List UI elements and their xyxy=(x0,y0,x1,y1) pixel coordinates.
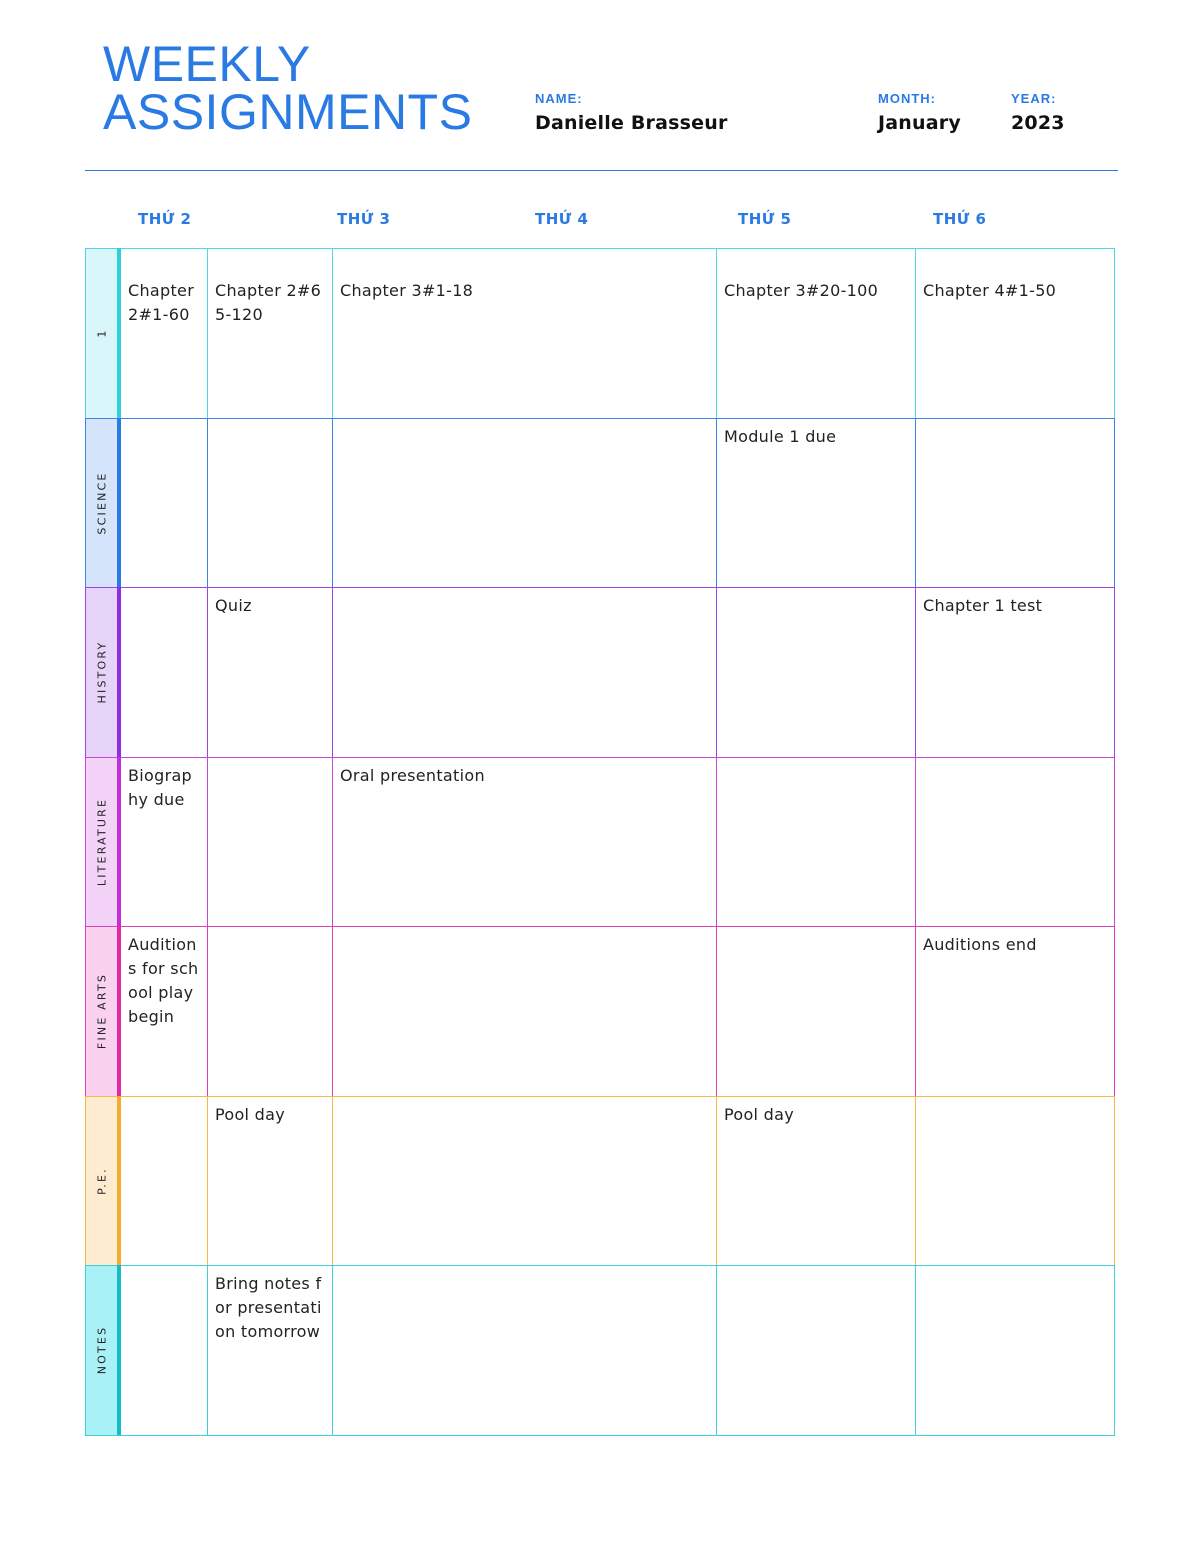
assignment-cell[interactable] xyxy=(333,1265,717,1435)
subject-label-science xyxy=(85,418,117,588)
year-value: 2023 xyxy=(1011,112,1065,134)
subject-label-text: 1 xyxy=(95,328,108,338)
assignment-cell[interactable]: Chapter 3#20-100 xyxy=(717,248,916,418)
assignment-cell[interactable]: Auditions end xyxy=(916,926,1115,1096)
assignment-cell[interactable] xyxy=(121,418,208,588)
subject-label-1 xyxy=(85,248,117,418)
assignment-cell[interactable]: Quiz xyxy=(208,587,333,757)
day-header-thu: THỨ 5 xyxy=(738,210,792,228)
day-header-tue: THỨ 3 xyxy=(337,210,391,228)
assignment-cell[interactable]: Chapter 2#1-60 xyxy=(121,248,208,418)
assignment-cell[interactable] xyxy=(916,757,1115,927)
assignment-cell[interactable] xyxy=(208,926,333,1096)
name-label: NAME: xyxy=(535,91,583,106)
assignment-cell[interactable]: Pool day xyxy=(717,1096,916,1266)
month-label: MONTH: xyxy=(878,91,936,106)
month-value: January xyxy=(878,112,961,134)
year-label: YEAR: xyxy=(1011,91,1057,106)
day-header-fri: THỨ 6 xyxy=(933,210,987,228)
assignment-cell[interactable] xyxy=(121,1096,208,1266)
subject-label-text: HISTORY xyxy=(95,640,108,704)
subject-label-fine-arts xyxy=(85,926,117,1096)
name-value: Danielle Brasseur xyxy=(535,112,728,134)
assignment-cell[interactable] xyxy=(916,418,1115,588)
subject-label-history xyxy=(85,587,117,757)
subject-label-text: NOTES xyxy=(95,1325,108,1375)
assignment-cell[interactable] xyxy=(333,418,717,588)
subject-label-text: FINE ARTS xyxy=(95,973,108,1050)
assignment-cell[interactable]: Chapter 1 test xyxy=(916,587,1115,757)
assignment-cell[interactable] xyxy=(916,1096,1115,1266)
title-line-1: WEEKLY xyxy=(103,36,311,92)
month-field xyxy=(878,91,961,134)
day-header-wed: THỨ 4 xyxy=(535,210,589,228)
assignment-cell[interactable] xyxy=(717,1265,916,1435)
title-line-2: ASSIGNMENTS xyxy=(103,84,473,140)
assignment-cell[interactable] xyxy=(333,587,717,757)
assignment-cell[interactable] xyxy=(717,926,916,1096)
assignment-cell[interactable] xyxy=(208,757,333,927)
subject-label-notes xyxy=(85,1265,117,1435)
subject-label-p-e xyxy=(85,1096,117,1266)
subject-label-text: SCIENCE xyxy=(95,471,108,535)
assignment-cell[interactable] xyxy=(916,1265,1115,1435)
subject-label-text: LITERATURE xyxy=(95,797,108,886)
assignment-cell[interactable] xyxy=(121,587,208,757)
assignment-cell[interactable] xyxy=(717,587,916,757)
assignment-cell[interactable] xyxy=(121,1265,208,1435)
assignment-cell[interactable] xyxy=(717,757,916,927)
assignment-cell[interactable] xyxy=(208,418,333,588)
assignment-cell[interactable] xyxy=(333,1096,717,1266)
assignment-cell[interactable]: Chapter 4#1-50 xyxy=(916,248,1115,418)
header-divider xyxy=(85,170,1118,171)
subject-label-literature xyxy=(85,757,117,927)
assignment-grid xyxy=(85,248,1115,1436)
name-field xyxy=(535,91,728,134)
assignment-cell[interactable]: Biography due xyxy=(121,757,208,927)
assignment-cell[interactable]: Pool day xyxy=(208,1096,333,1266)
subject-label-text: P.E. xyxy=(95,1166,108,1195)
assignment-cell[interactable]: Chapter 2#65-120 xyxy=(208,248,333,418)
assignment-cell[interactable]: Module 1 due xyxy=(717,418,916,588)
page-title xyxy=(103,36,473,140)
assignment-cell[interactable]: Chapter 3#1-18 xyxy=(333,248,717,418)
assignment-cell[interactable] xyxy=(333,926,717,1096)
assignment-cell[interactable]: Oral presentation xyxy=(333,757,717,927)
year-field xyxy=(1011,91,1065,134)
assignment-cell[interactable]: Bring notes for presentation tomorrow xyxy=(208,1265,333,1435)
day-header-mon: THỨ 2 xyxy=(138,210,192,228)
assignment-cell[interactable]: Auditions for school play begin xyxy=(121,926,208,1096)
